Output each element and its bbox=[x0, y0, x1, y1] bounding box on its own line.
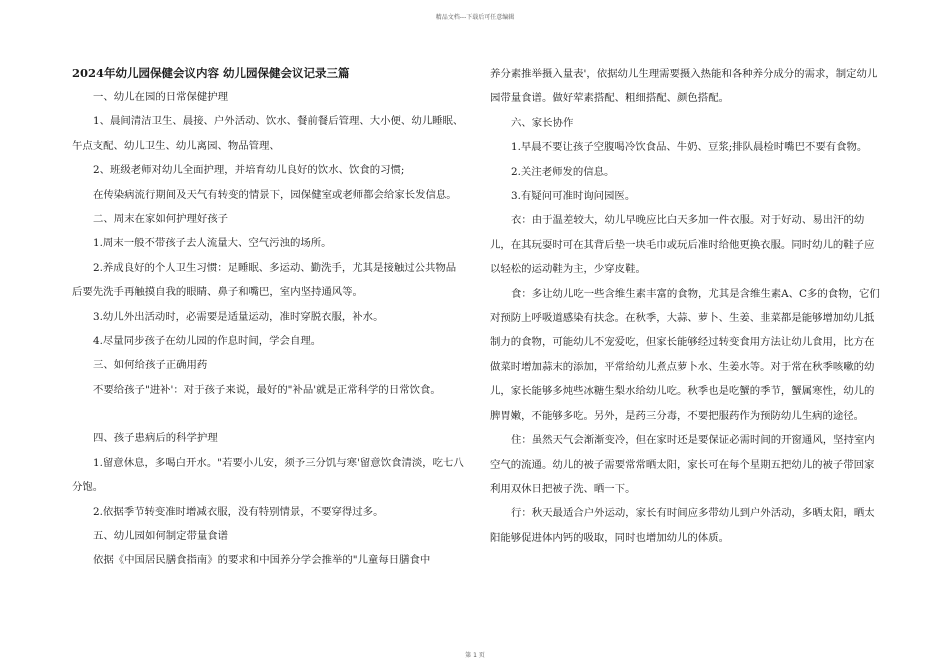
section-heading-2: 二、周末在家如何护理好孩子 bbox=[93, 213, 229, 226]
paragraph: 4.尽量同步孩子在幼儿园的作息时间，学会自理。 bbox=[93, 335, 322, 348]
section-heading-3: 三、如何给孩子正确用药 bbox=[93, 359, 208, 372]
paragraph-food: 食：多让幼儿吃一些含维生素丰富的食物，尤其是含维生素A、C多的食物，它们对预防上呼吸道感染有扶念。在秋季，大蒜、萝卜、生姜、韭菜都是能够增加幼儿抵制力的食物，可能幼儿不宠爱吃，但家长能够经过转变食用方法让幼儿食用，比方在做菜时增加蒜末的添加，平常给幼儿煮点萝卜水、生姜水等。对于常在秋季咳嗽的幼儿，家长能够多炖些冰糖生梨水给幼儿吃。秋季也是吃蟹的季节，蟹属寒性，幼儿的脾胃嫩，不能够多吃。另外，是药三分毒，不要把服药作为预防幼儿生病的途径。 bbox=[490, 287, 880, 422]
paragraph: 1.周末一般不带孩子去人流量大、空气污浊的场所。 bbox=[93, 237, 332, 250]
paragraph: 在传染病流行期间及天气有转变的情景下，园保健室或老师都会给家长发信息。 bbox=[93, 188, 457, 201]
right-column bbox=[490, 62, 882, 550]
document-title: 2024年幼儿园保健会议内容 幼儿园保健会议记录三篇 bbox=[72, 66, 350, 80]
left-column bbox=[72, 62, 465, 573]
paragraph-travel: 行：秋天最适合户外运动，家长有时间应多带幼儿到户外活动，多晒太阳，晒太阳能够促进体内钙的吸取，同时也增加幼儿的体质。 bbox=[490, 507, 875, 544]
paragraph: 不要给孩子"进补'：对于孩子来说，最好的"补品'就是正常科学的日常饮食。 bbox=[93, 383, 441, 396]
paragraph: 依据《中国居民膳食指南》的要求和中国养分学会推举的"儿童每日膳食中 bbox=[93, 554, 431, 567]
paragraph: 3.幼儿外出活动时，必需要是适量运动，准时穿脱衣服，补水。 bbox=[93, 310, 384, 323]
paragraph: 1.留意休息，多喝白开水。"若要小儿安，须予三分饥与寒'留意饮食清淡，吃七八分饱。 bbox=[72, 456, 464, 494]
paragraph-continued: 养分素推举摄入量表'，依据幼儿生理需要摄入热能和各种养分成分的需求，制定幼儿园带量食谱。做好荤素搭配、粗细搭配、颜色搭配。 bbox=[490, 68, 878, 105]
paragraph: 2.养成良好的个人卫生习惯：足睡眠、多运动、勤洗手，尤其是接触过公共物品后要先洗手再触摸自我的眼睛、鼻子和嘴巴，室内坚持通风等。 bbox=[72, 261, 457, 299]
paragraph: 1.早晨不要让孩子空腹喝冷饮食品、牛奶、豆浆;排队晨检时嘴巴不要有食物。 bbox=[511, 141, 868, 154]
section-heading-6: 六、家长协作 bbox=[511, 116, 574, 129]
paragraph: 3.有疑问可准时询问园医。 bbox=[511, 190, 636, 203]
paragraph: 1、晨间清洁卫生、晨接、户外活动、饮水、餐前餐后管理、大小便、幼儿睡眠、午点支配、幼儿卫生、幼儿离园、物品管理、 bbox=[72, 115, 464, 152]
paragraph-housing: 住：虽然天气会渐渐变冷，但在家时还是要保证必需时间的开窗通风，坚持室内空气的流通。幼儿的被子需要常常晒太阳，家长可在每个星期五把幼儿的被子带回家利用双休日把被子洗、晒一下。 bbox=[490, 434, 875, 495]
page-footer: 第 1 页 bbox=[465, 652, 485, 659]
section-heading-5: 五、幼儿园如何制定带量食谱 bbox=[93, 529, 229, 542]
paragraph: 2.依据季节转变准时增减衣服，没有特别情景，不要穿得过多。 bbox=[93, 505, 384, 518]
paragraph: 2、班级老师对幼儿全面护理，并培育幼儿良好的饮水、饮食的习惯; bbox=[93, 164, 405, 177]
paragraph-clothing: 衣：由于温差较大，幼儿早晚应比白天多加一件衣服。对于好动、易出汗的幼儿，在其玩耍时可在其背后垫一块毛巾或玩后准时给他更换衣服。同时幼儿的鞋子应以轻松的运动鞋为主，少穿皮鞋。 bbox=[490, 214, 875, 276]
section-heading-1: 一、幼儿在园的日常保健护理 bbox=[93, 91, 229, 103]
paragraph: 2.关注老师发的信息。 bbox=[511, 165, 615, 178]
section-heading-4: 四、孩子患病后的科学护理 bbox=[93, 432, 218, 445]
spacer bbox=[72, 402, 465, 426]
page-header: 精品文档---下载后可任意编辑 bbox=[435, 14, 515, 21]
